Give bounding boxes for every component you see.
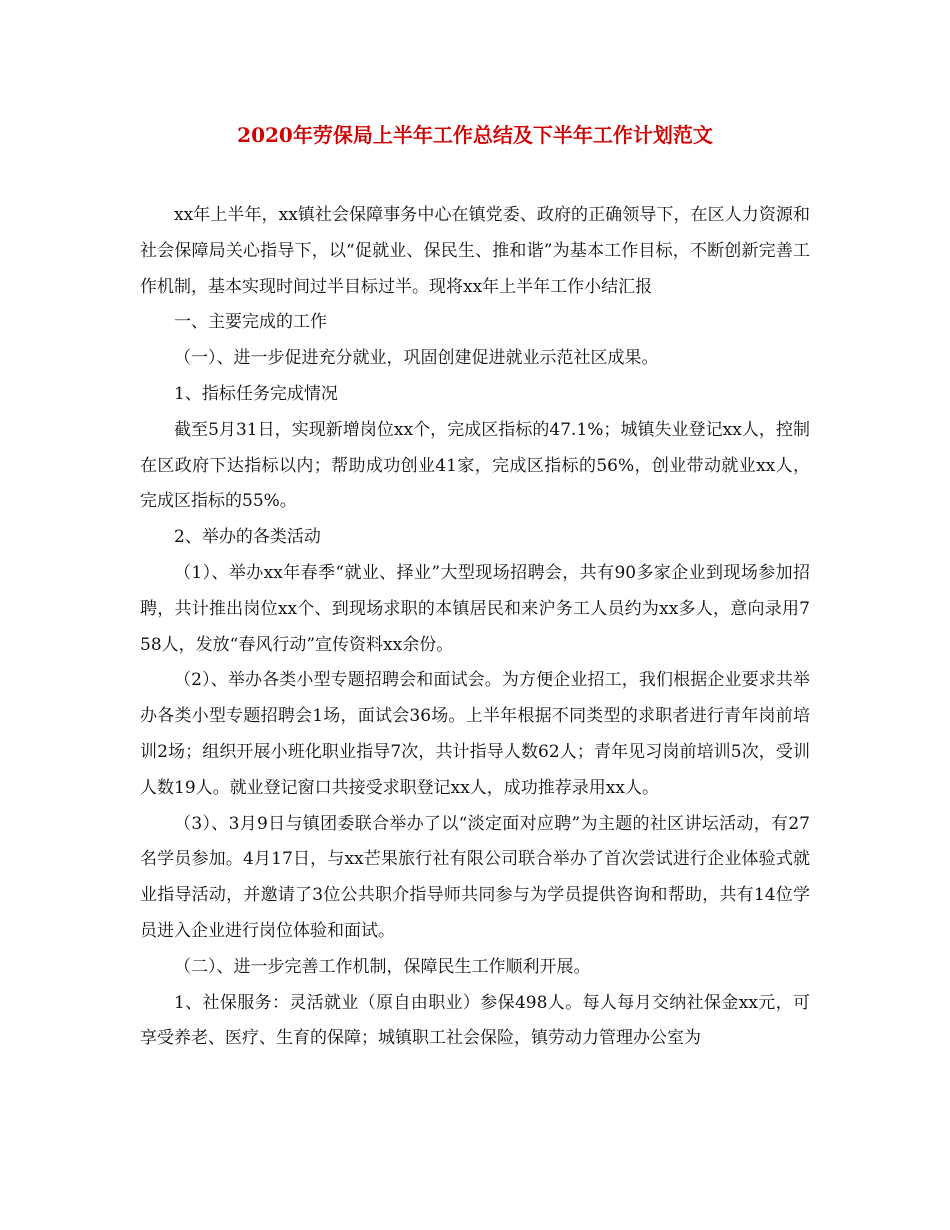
section-heading-main-work: 一、主要完成的工作	[174, 312, 327, 333]
subsection-heading-mechanism: （二）、进一步完善工作机制，保障民生工作顺利开展。	[174, 956, 591, 977]
paragraph-activity-3: （3）、3月9日与镇团委联合举办了以“淡定面对应聘”为主题的社区讲坛活动，有27名学员参加。4月17日，与xx芒果旅行社有限公司联合举办了首次尝试进行企业体验式就业指导活动，并邀请了3位公共职介指导师共同参与为学员提供咨询和帮助，共有14位学员进入企业进行岗位体验和面试。	[140, 813, 810, 941]
subsection-heading-employment: （一）、进一步促进充分就业，巩固创建促进就业示范社区成果。	[174, 348, 659, 369]
document-body	[140, 198, 810, 1057]
paragraph-intro: xx年上半年，xx镇社会保障事务中心在镇党委、政府的正确领导下，在区人力资源和社会保障局关心指导下，以“促就业、保民生、推和谐”为基本工作目标，不断创新完善工作机制，基本实现时间过半目标过半。现将xx年上半年工作小结汇报	[140, 205, 810, 297]
item-heading-activities: 2、举办的各类活动	[174, 527, 321, 548]
paragraph-activity-2: （2）、举办各类小型专题招聘会和面试会。为方便企业招工，我们根据企业要求共举办各类小型专题招聘会1场，面试会36场。上半年根据不同类型的求职者进行青年岗前培训2场；组织开展小班化职业指导7次，共计指导人数62人；青年见习岗前培训5次，受训人数19人。就业登记窗口共接受求职登记xx人，成功推荐录用xx人。	[140, 670, 810, 798]
document-title: 2020年劳保局上半年工作总结及下半年工作计划范文	[237, 123, 713, 147]
item-heading-targets: 1、指标任务完成情况	[174, 383, 338, 404]
paragraph-targets: 截至5月31日，实现新增岗位xx个，完成区指标的47.1%；城镇失业登记xx人，控制在区政府下达指标以内；帮助成功创业41家，完成区指标的56%，创业带动就业xx人，完成区指标的55%。	[140, 419, 810, 512]
paragraph-social-security: 1、社保服务：灵活就业（原自由职业）参保498人。每人每月交纳社保金xx元，可享受养老、医疗、生育的保障；城镇职工社会保险，镇劳动力管理办公室为	[140, 992, 810, 1049]
paragraph-activity-1: （1）、举办xx年春季“就业、择业”大型现场招聘会，共有90多家企业到现场参加招聘，共计推出岗位xx个、到现场求职的本镇居民和来沪务工人员约为xx多人，意向录用758人，发放“春风行动”宣传资料xx余份。	[140, 562, 810, 655]
